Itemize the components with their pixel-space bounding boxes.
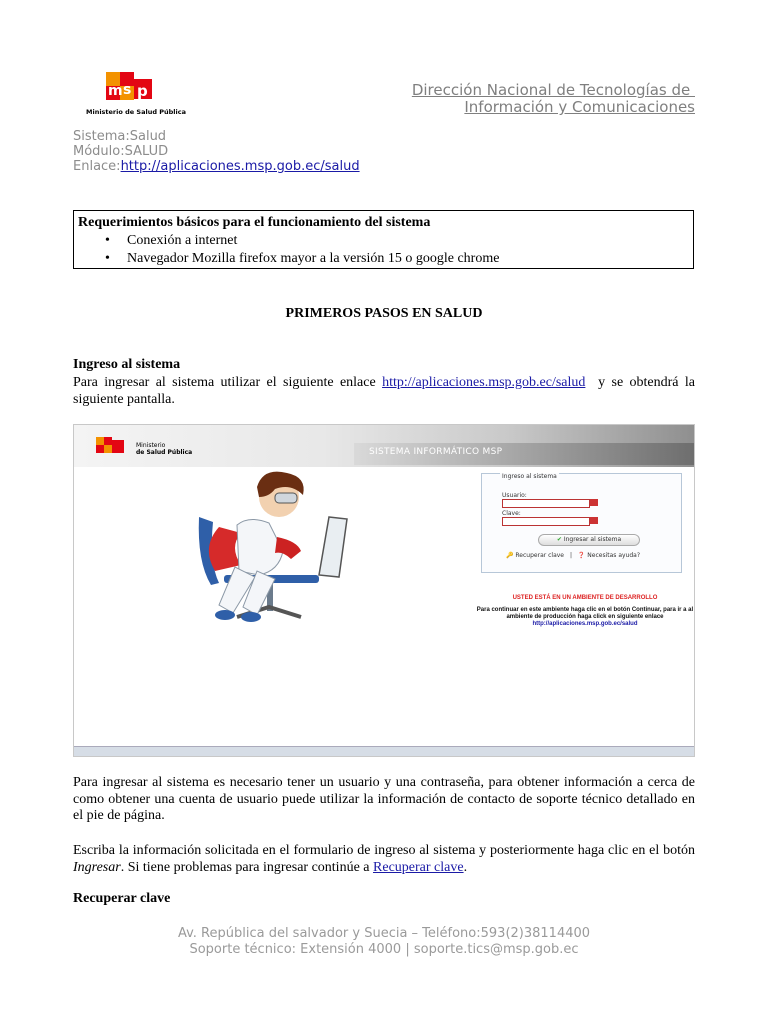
header-title-line2: Información y Comunicaciones xyxy=(464,98,695,116)
environment-warning xyxy=(474,595,695,628)
para2-part3: . xyxy=(463,859,468,875)
para2-part1: Escriba la información solicitada en el formulario de ingreso al sistema y posteriormente haga clic en el botón xyxy=(73,843,695,858)
screenshot-logo-text-2: de Salud Pública xyxy=(136,449,193,456)
svg-text:s: s xyxy=(123,82,132,98)
meta-enlace xyxy=(73,159,360,174)
clave-clear-icon[interactable] xyxy=(590,517,598,524)
meta-enlace-link[interactable]: http://aplicaciones.msp.gob.ec/salud xyxy=(120,159,360,174)
para2-part2: . Si tiene problemas para ingresar continúe a xyxy=(120,859,374,875)
screenshot-logo-text-1: Ministerio xyxy=(136,442,166,449)
usuario-clear-icon[interactable] xyxy=(590,499,598,506)
links-separator: | xyxy=(569,552,572,559)
meta-enlace-label: Enlace: xyxy=(73,159,121,174)
header-title-line1: Dirección Nacional de Tecnologías de xyxy=(411,81,695,99)
login-screenshot xyxy=(73,424,695,757)
screenshot-footer-bar xyxy=(74,746,694,756)
ingreso-link[interactable]: http://aplicaciones.msp.gob.ec/salud xyxy=(382,375,586,390)
login-links xyxy=(506,552,640,559)
footer-address: Av. República del salvador y Suecia – Teléfono:593(2)38114400 xyxy=(177,926,591,941)
developer-illustration xyxy=(179,467,359,632)
login-legend: Ingreso al sistema xyxy=(502,473,557,480)
para2-italic: Ingresar xyxy=(73,859,121,875)
ayuda-link[interactable]: Necesitas ayuda? xyxy=(587,552,641,559)
ingreso-heading: Ingreso al sistema xyxy=(73,357,181,372)
ingreso-text-before: Para ingresar al sistema utilizar el siguiente enlace xyxy=(73,375,383,390)
screenshot-logo xyxy=(96,435,134,460)
clave-input[interactable] xyxy=(502,517,590,526)
warning-text: USTED ESTÁ EN UN AMBIENTE DE DESARROLLO xyxy=(512,595,658,601)
header-title xyxy=(412,82,695,116)
meta-sistema: Sistema:Salud xyxy=(73,129,167,144)
footer-support: Soporte técnico: Extensión 4000 | soporte.tics@msp.gob.ec xyxy=(189,942,579,957)
requirement-item: • Conexión a internet xyxy=(105,232,689,250)
logo-caption: Ministerio de Salud Pública xyxy=(86,108,187,116)
warning-note-text: Para continuar en este ambiente haga clic en el botón Continuar, para ir a al ambiente de producción haga click en siguiente enlace xyxy=(476,607,694,620)
requirement-item: • Navegador Mozilla firefox mayor a la versión 15 o google chrome xyxy=(105,250,689,268)
clave-label: Clave: xyxy=(502,510,521,517)
login-form xyxy=(481,473,682,573)
recuperar-clave-doc-link[interactable]: Recuperar clave xyxy=(373,859,464,875)
key-icon: 🔑 xyxy=(506,552,514,559)
section-title: PRIMEROS PASOS EN SALUD xyxy=(285,306,483,321)
recuperar-clave-link[interactable]: Recuperar clave xyxy=(515,552,565,559)
warning-note-link[interactable]: http://aplicaciones.msp.gob.ec/salud xyxy=(532,621,638,627)
requirements-title: Requerimientos básicos para el funcionamiento del sistema xyxy=(78,215,431,230)
requirements-box xyxy=(73,210,694,269)
recuperar-heading: Recuperar clave xyxy=(73,891,171,906)
document-meta xyxy=(73,129,360,174)
requirements-list xyxy=(78,232,689,268)
help-icon: ❓ xyxy=(577,552,586,559)
ingreso-text-after: y se obtendrá la siguiente pantalla. xyxy=(73,375,699,407)
ingresar-button[interactable] xyxy=(538,534,640,546)
check-icon: ✔ xyxy=(556,536,562,543)
usuario-input[interactable] xyxy=(502,499,590,508)
screenshot-band-title: SISTEMA INFORMÁTICO MSP xyxy=(369,447,503,457)
paragraph-ingresar xyxy=(73,843,695,876)
meta-modulo: Módulo:SALUD xyxy=(73,144,169,159)
screenshot-title-band xyxy=(354,443,694,465)
ingresar-button-label: Ingresar al sistema xyxy=(563,536,622,543)
screenshot-logo-text xyxy=(136,442,192,456)
usuario-label: Usuario: xyxy=(502,492,527,499)
paragraph-usuario: Para ingresar al sistema es necesario tener un usuario y una contraseña, para obtener información a cerca de como obtener una cuenta de usuario puede utilizar la información de contacto de soporte técnico detallado en el pie de página. xyxy=(73,775,695,823)
svg-text:p: p xyxy=(137,82,148,100)
warning-note xyxy=(474,607,695,628)
ingreso-paragraph xyxy=(73,375,699,408)
page-footer xyxy=(0,926,768,958)
svg-text:m: m xyxy=(108,83,123,99)
msp-logo xyxy=(86,70,187,120)
